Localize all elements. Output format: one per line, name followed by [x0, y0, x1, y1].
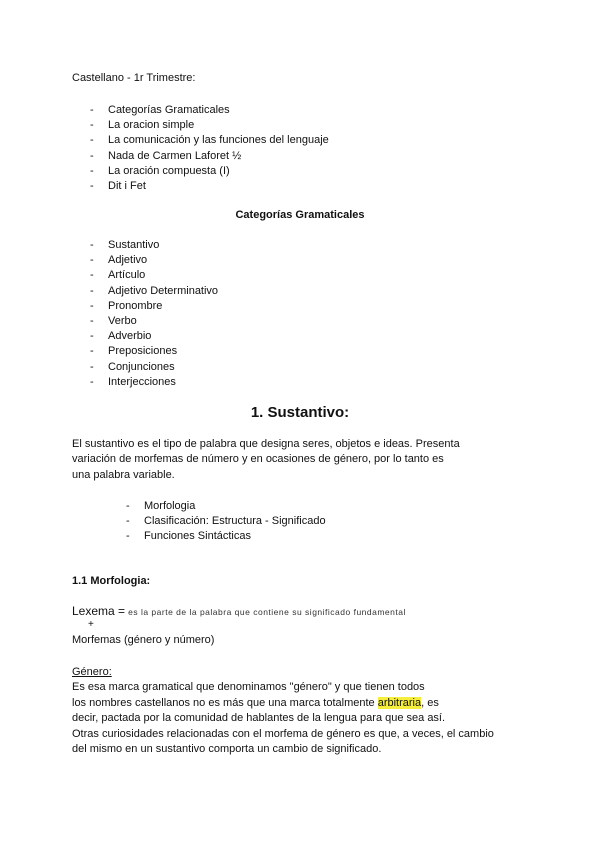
lexema-line [72, 604, 406, 618]
genero-line: Otras curiosidades relacionadas con el morfema de género es que, a veces, el cambio [72, 727, 494, 740]
document-title: Castellano - 1r Trimestre: [72, 72, 196, 84]
intro-line: El sustantivo es el tipo de palabra que designa seres, objetos e ideas. Presenta [72, 438, 460, 450]
intro-line: variación de morfemas de número y en ocasiones de género, por lo tanto es [72, 453, 444, 466]
genero-line: los nombres castellanos no es más que una marca totalmente arbitraria, es [72, 696, 439, 709]
lexema-definition: es la parte de la palabra que contiene su significado fundamental [128, 607, 406, 617]
sustantivo-heading: 1. Sustantivo: [250, 404, 350, 421]
highlighted-word: arbitraria [377, 696, 422, 709]
morfemas-line: Morfemas (género y número) [72, 634, 215, 646]
sustantivo-intro [72, 437, 460, 483]
genero-title: Género: [72, 666, 112, 678]
genero-section [72, 665, 494, 757]
document-page: Castellano - 1r Trimestre: - Categorías Gramaticales - La oracion simple - La comunicación y las funciones del lenguaje - Nada de Carmen Laforet ½ - La oración compuesta (I) - Dit i Fet Categorías Gramaticales - Sustantivo - Adjetivo - Artículo - Adjetivo Determinativo - Pronombre - Verbo - Adverbio - Preposiciones - Conjunciones - Interjecciones 1. Sustantivo: El sustantivo es el tipo de palabra que designa seres, objetos e ideas. Presenta variación de morfemas de número y en ocasiones de género, por lo tanto es una palabra variable. - Morfologia - Clasificación: Estructura - Significado - Funciones Sintácticas 1.1 Morfologia: Lexema = es la parte de la palabra que contiene su significado fundamental + Morfemas (género y número) Género: Es esa marca gramatical que denominamos "género" y que tienen todos los nombres castellanos no es más que una marca totalmente arbitraria, es decir, pactada por la comunidad de hablantes de la lengua para que sea así. Otras curiosidades relacionadas con el morfema de género es que, a veces, el cambio del mismo en un sustantivo comporta un cambio de significado. [0, 0, 600, 848]
morfologia-heading: 1.1 Morfologia: [72, 575, 151, 587]
plus-sign: + [88, 619, 94, 630]
lexema-label: Lexema = [72, 604, 126, 618]
genero-line: decir, pactada por la comunidad de hablantes de la lengua para que sea así. [72, 712, 446, 725]
genero-line: del mismo en un sustantivo comporta un cambio de significado. [72, 743, 382, 756]
categories-heading: Categorías Gramaticales [235, 209, 365, 221]
intro-line: una palabra variable. [72, 468, 175, 481]
genero-line: Es esa marca gramatical que denominamos "género" y que tienen todos [72, 681, 425, 694]
